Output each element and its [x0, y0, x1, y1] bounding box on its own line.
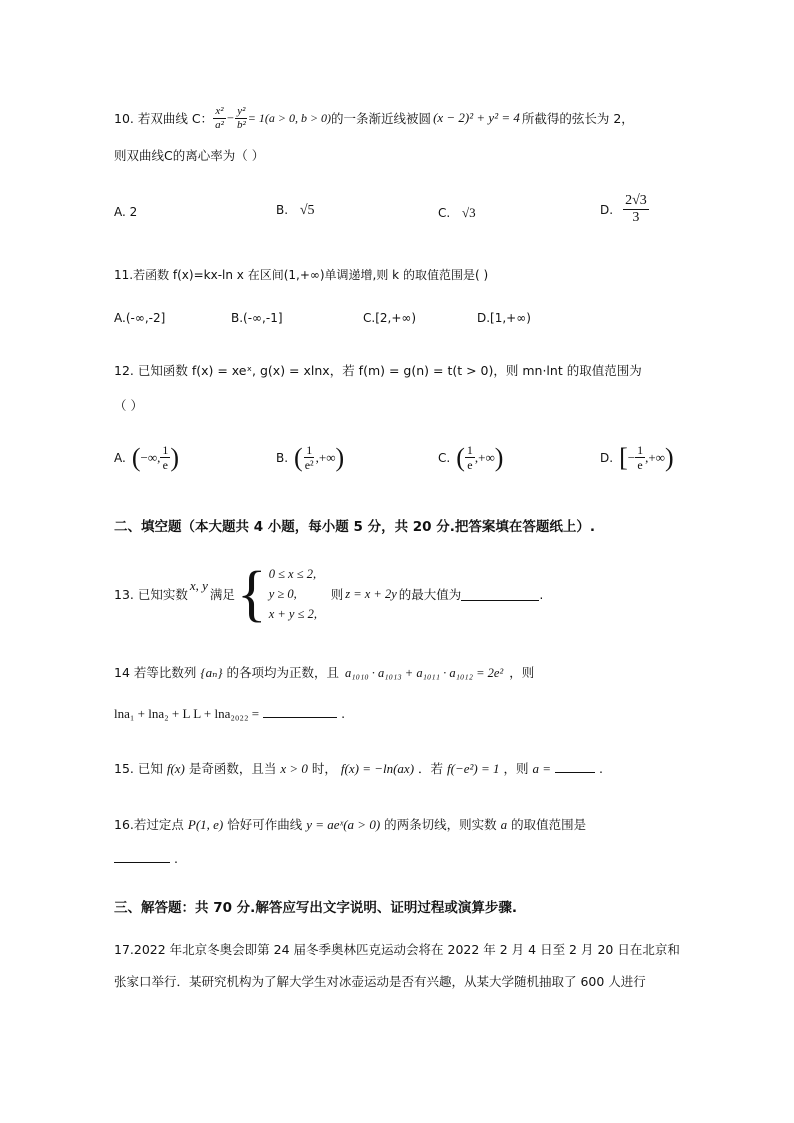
q17-line1: 17.2022 年北京冬奥会即第 24 届冬季奥林匹克运动会将在 2022 年 2 月 4 日至 2 月 20 日在北京和: [114, 942, 680, 957]
q12-option-b: B. ( $\frac{1}{\text{e²}}$ ,+∞ ): [276, 442, 345, 472]
q10-frac1: $\frac{\text{x²}}{\text{a²}}$: [215, 104, 224, 131]
section3-heading: 三、解答题：共 70 分.解答应写出文字说明、证明过程或演算步骤.: [114, 900, 517, 916]
q12-option-a: A. ( −∞, $\frac{1}{e}$ ): [114, 442, 180, 472]
q10-circle: (x − 2)² + y² = 4: [433, 110, 520, 125]
q17-line2: 张家口举行．某研究机构为了解大学生对冰壶运动是否有兴趣，从某大学随机抽取了 600 人进行: [114, 974, 646, 989]
q11-option-a: A.(-∞,-2]: [114, 311, 166, 325]
q14-answer-blank[interactable]: [263, 705, 337, 718]
q12-stem: 12. 已知函数 f(x) = xeˣ, g(x) = xlnx，若 f(m) = g(n) = t(t > 0)，则 mn·lnt 的取值范围为: [114, 363, 642, 378]
q13: 13. 已知实数 x, y 满足 { 0 ≤ x ≤ 2, y ≥ 0, x + y ≤ 2, 则 z = x + 2y 的最大值为 .: [114, 560, 544, 628]
q11-option-d: D.[1,+∞): [477, 311, 531, 325]
q16-line1: 16.若过定点 P(1, e) 恰好可作曲线 y = aeˣ(a > 0) 的两条切线，则实数 a 的取值范围是: [114, 817, 587, 832]
q16-answer-blank[interactable]: [114, 850, 170, 863]
q15: 15. 已知 f(x) 是奇函数，且当 x > 0 时， f(x) = −ln(ax) ．若 f(−e²) = 1 ，则 a = .: [114, 761, 603, 776]
q16-line2: .: [114, 850, 178, 866]
q10-option-c: C. √3: [438, 205, 476, 220]
q11-option-b: B.(-∞,-1]: [231, 311, 283, 325]
q12-option-c: C. ( $\frac{1}{e}$ ,+∞ ): [438, 442, 504, 472]
q12-paren: （ ）: [114, 398, 143, 413]
q13-answer-blank[interactable]: [461, 588, 539, 601]
q15-answer-blank[interactable]: [555, 760, 595, 773]
q10-text2: 所截得的弦长为 2，: [521, 111, 634, 126]
q10-option-a: A. 2: [114, 205, 138, 219]
q10-line2: 则双曲线C的离心率为（ ）: [114, 148, 265, 163]
q10-frac2: $\frac{\text{y²}}{\text{b²}}$: [236, 104, 246, 131]
section2-heading: 二、填空题（本大题共 4 小题，每小题 5 分，共 20 分.把答案填在答题纸上）.: [114, 519, 596, 535]
q12-option-d: D. [ − $\frac{1}{e}$ ,+∞ ): [600, 442, 674, 472]
q14-line1: 14 若等比数列 {aₙ} 的各项均为正数，且 a₁₀₁₀ · a₁₀₁₃ + a₁₀₁₁ · a₁₀₁₂ = 2e² ，则: [114, 665, 535, 680]
q10-cond: = 1(a > 0, b > 0): [247, 110, 332, 125]
q14-line2: lna₁ + lna₂ + L L + lna₂₀₂₂ = .: [114, 706, 346, 721]
q11-option-c: C.[2,+∞): [363, 311, 417, 325]
q10-option-b: B. √5: [276, 203, 315, 218]
q10-option-d: D. $\frac{2√3}{3}$: [600, 193, 647, 225]
q10-line1: 10. 若双曲线 C： $\frac{\text{x²}}{\text{a²}}$ − $\frac{\text{y²}}{\text{b²}}$ = 1(a > 0, b > 0) 的一条渐近线被圆 (x − 2)² + y² = 4 所截得的弦长为 2，: [114, 104, 634, 131]
q11-stem: 11.若函数 f(x)=kx-ln x 在区间(1,+∞)单调递增,则 k 的取值范围是( ): [114, 268, 489, 282]
q10-text1: 的一条渐近线被圆: [331, 111, 432, 126]
q10-prefix: 10. 若双曲线 C：: [114, 111, 214, 126]
